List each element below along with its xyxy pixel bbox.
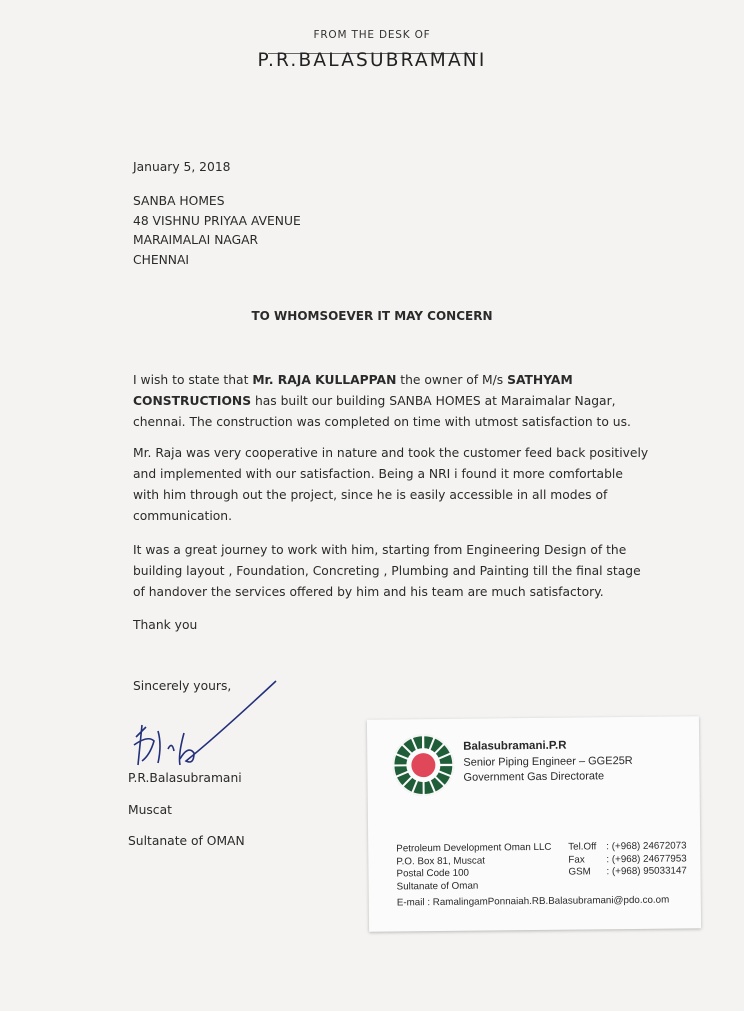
card-email: E-mail : RamalingamPonnaiah.RB.Balasubramani@pdo.co.om [396,894,670,909]
text: I wish to state that [133,373,253,387]
signature [128,675,288,775]
paragraph-3 [133,540,641,603]
company-name: SATHYAM [507,373,573,387]
card-address [396,842,552,894]
paragraph-2 [133,443,648,527]
contact-label: GSM [568,866,591,878]
text-line: Mr. Raja was very cooperative in nature and took the customer feed back positively [133,446,649,460]
letter-date: January 5, 2018 [133,160,231,174]
business-card [367,716,701,931]
text: the owner of M/s [396,373,508,387]
signer-country: Sultanate of OMAN [128,834,245,848]
phone-office: : (+968) 24672073 [606,840,687,853]
fax: : (+968) 24677953 [606,852,687,865]
contact-label: Tel.Off [568,841,597,853]
letterhead-label: FROM THE DESK OF [313,29,431,41]
address-line: Petroleum Development Oman LLC [396,841,552,855]
contractor-name: Mr. RAJA KULLAPPAN [252,373,397,387]
letter-subject: TO WHOMSOEVER IT MAY CONCERN [251,309,493,323]
text-line: It was a great journey to work with him, starting from Engineering Design of the [133,543,627,557]
signer-city: Muscat [128,803,172,817]
text-line: building layout , Foundation, Concreting , Plumbing and Painting till the final stage [133,564,641,578]
card-department: Government Gas Directorate [463,770,605,784]
address-line: P.O. Box 81, Muscat [396,855,486,867]
recipient-line: SANBA HOMES [133,194,225,208]
text: has built our building SANBA HOMES at Maraimalar Nagar, [251,394,616,408]
card-contacts [568,840,687,879]
card-title: Senior Piping Engineer – GGE25R [463,754,633,769]
text-line: with him through out the project, since he is easily accessible in all modes of [133,488,608,502]
recipient-address [133,192,301,270]
thanks: Thank you [133,618,198,632]
salutation: Sincerely yours, [133,679,232,693]
letterhead-name: P.R.BALASUBRAMANI [257,50,487,71]
text: chennai. The construction was completed on time with utmost satisfaction to us. [133,415,631,429]
text-line: of handover the services offered by him and his team are much satisfactory. [133,585,604,599]
phone-mobile: : (+968) 95033147 [606,865,687,878]
signer-name: P.R.Balasubramani [128,771,242,785]
address-line: Postal Code 100 [396,867,470,880]
text-line: communication. [133,509,233,523]
recipient-line: CHENNAI [133,252,190,267]
company-name: CONSTRUCTIONS [133,394,252,408]
text-line: and implemented with our satisfaction. Being a NRI i found it more comfortable [133,467,623,481]
paragraph-1 [133,370,631,433]
recipient-line: MARAIMALAI NAGAR [133,233,259,247]
company-logo-icon [391,733,456,798]
recipient-line: 48 VISHNU PRIYAA AVENUE [133,213,301,228]
card-name: Balasubramani.P.R [463,739,567,753]
contact-label: Fax [568,853,585,866]
address-line: Sultanate of Oman [396,880,479,892]
